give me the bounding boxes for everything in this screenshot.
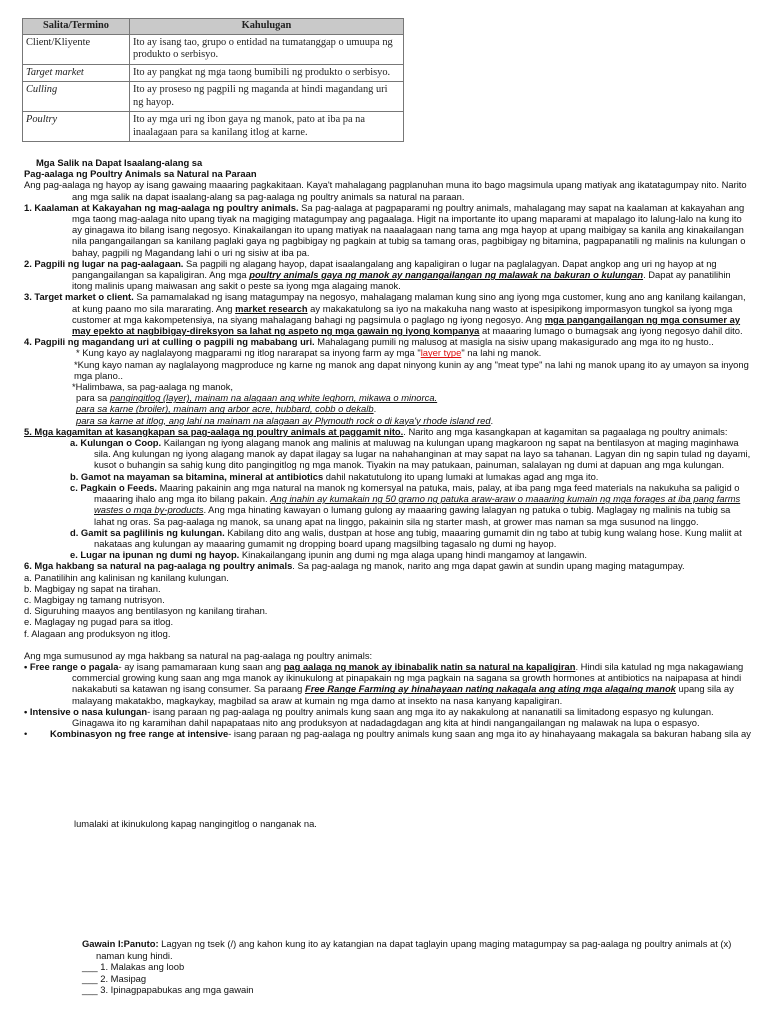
term-cell: Culling	[23, 82, 130, 112]
intensive-item: • Intensive o nasa kulungan- isang paraan ng pag-aalaga ng poultry animals kung saan ang mga ito ay nakakulong at nananatili sa limitadong espasyo ng kulungan. Ginagawa ito ng karamihan dahil napapataas nito ang produksyon at nadadagdagan ang kita at hindi nangangailangan ng malawak na lupa o espasyo.	[24, 705, 714, 728]
list-item: d. Siguruhing maayos ang bentilasyon ng kanilang tirahan.	[24, 605, 268, 617]
bullet-mark: •	[24, 728, 28, 740]
term-cell: Poultry	[23, 112, 130, 142]
activity-instructions: Gawain I:Panuto: Lagyan ng tsek (/) ang kahon kung ito ay katangian na dapat taglayin upang maging matagumpay sa pag-aalaga ng poultry animals at (x) naman kung hindi.	[82, 938, 732, 961]
table-row	[23, 82, 404, 112]
list-item: e. Maglagay ng pugad para sa itlog.	[24, 616, 174, 628]
list-item: b. Magbigay ng sapat na tirahan.	[24, 582, 161, 594]
glossary-table	[22, 18, 404, 142]
free-range-item: • Free range o pagala- ay isang pamamaraan kung saan ang pag aalaga ng manok ay ibinabalik natin sa natural na kapaligiran. Hindi sila katulad ng mga nakagawiang commercial growing kung saan ang mga manok ay ikinukulong at pinapakain ng mga pagkain na sagana sa growth hormones at antibiotics na naipapasa at hindi nakakabuti sa katawan ng isang consumer. Sa paraang Free Range Farming ay hinahayaan nating nakagala ang ating mga alagaing manok upang sila ay malayang makatakbo, magkaykay, magbilad sa araw at kumain ng mga damo at insekto na nasa kanyang kapaligiran.	[24, 660, 744, 706]
combination-item: • Kombinasyon ng free range at intensive- isang paraan ng pag-aalaga ng poultry animals kung saan ang mga ito ay hinahayaang makagala sa bakuran habang sila ay	[24, 728, 751, 740]
factor-1: 1. Kaalaman at Kakayahan ng mag-aalaga ng poultry animals. Sa pag-aalaga at pagpaparami ng poultry animals, mahalagang may sapat na kaalaman at kakayahan ang mga taong mag-aalaga nito upang tiyak na magiging matagumpay ang pagaalaga. Higit na importante ito upang maparami at mapalago ito lalung-lalo na kung ito ay ginagawa ito bilang isang negosyo. Kinakailangan ito upang matiyak na naaalagaan nang tama ang mga hayop at upang maibigay sa kanila ang kinakailangan nila pangangailangan sa kanilang paglaki gaya ng pagbibigay ng pagkain at tubig sa tamang oras, pagbibigay ng bitamina, pagpapanatili ng malinis na kulungan o bahay, pagpili ng Magandang lahi o uri ng sisiw at iba pa.	[24, 201, 746, 258]
list-item: f. Alagaan ang produksyon ng itlog.	[24, 627, 171, 639]
factor-5: 5. Mga kagamitan at kasangkapan sa pag-aalaga ng poultry animals at paggamit nito.. Narito ang mga kasangkapan at kagamitan sa pagaalaga ng poultry animals:	[24, 425, 728, 437]
table-row	[23, 112, 404, 142]
example-dual: para sa karne at itlog, ang lahi na mainam na alagaan ay Plymouth rock o di kaya'y rhode island red.	[76, 414, 494, 426]
layer-note: * Kung kayo ay naglalayong magparami ng itlog nararapat sa inyong farm ay mga "layer type" na lahi ng manok.	[76, 347, 542, 359]
definition-cell: Ito ay mga uri ng ibon gaya ng manok, pato at iba pa na inaalagaan para sa kanilang itlog at karne.	[130, 112, 404, 142]
definition-cell: Ito ay pangkat ng mga taong bumibili ng produkto o serbisyo.	[130, 64, 404, 82]
term-cell: Client/Kliyente	[23, 34, 130, 64]
activity-item: ___ 1. Malakas ang loob	[82, 961, 185, 973]
example-intro: *Halimbawa, sa pag-aalaga ng manok,	[72, 381, 234, 393]
tool-feeds: c. Pagkain o Feeds. Maaring pakainin ang mga natural na manok ng komersyal na patuka, mais, palay, at iba pang mga feed materials na nakukuha sa paligid o maaaring ihalo ang mga ito bilang pakain. Ang inahin ay kumakain ng 50 gramo ng patuka araw-araw o maaaring kumain ng mga forages at iba pang farms wastes o mga by-products. Ang mga hinating kawayan o lumang gulong ay maaaring gawing lalagyan ng patuka o tubig. Maglagay ng malinis na tubig sa lahat ng oras. Sa pag-aalaga ng manok, sa unang apat na linggo, pakainin sila ng starter mash, at grower mas naman sa mga susunod na linggo.	[70, 481, 741, 527]
factor-3: 3. Target market o client. Sa pamamalakad ng isang matagumpay na negosyo, mahalagang malaman kung sino ang iyong mga customer, kung ano ang kanilang kailangan, at kung paano mo sila mararating. Ang market research ay makakatulong sa iyo na makakuha nang wasto at ispesipikong impormasyon tungkol sa iyong mga customer at mga kakompetensiya, na siyang mahalagang bahagi ng pagsimula o paglago ng iyong negosyo. Ang mga pangangailangan ng mga consumer ay may epekto at nagbibigay-direksyon sa lahat ng aspeto ng mga gawain ng iyong kompanya at maaaring lumago o bumagsak ang iyong negosyo dahil dito.	[24, 291, 746, 337]
term-cell: Target market	[23, 64, 130, 82]
factor-2: 2. Pagpili ng lugar na pag-aalagaan. Sa pagpili ng alagang hayop, dapat isaalangalang ang kapaligiran o lugar na paglalagyan. Dapat angkop ang uri ng hayop at ng pangangailangan sa kapaligiran. Ang mga poultry animals gaya ng manok ay nangangailangan ng malawak na bakuran o kulungan. Dapat ay panatilihin itong malinis upang maiwasan ang sakit o peste sa iyong mga alagaing manok.	[24, 257, 731, 292]
definition-cell: Ito ay proseso ng pagpili ng maganda at hindi magandang uri ng hayop.	[130, 82, 404, 112]
activity-item: ___ 3. Ipinagpapabukas ang mga gawain	[82, 984, 254, 996]
intro-paragraph: Ang pag-aalaga ng hayop ay isang gawaing maaaring pagkakitaan. Kaya't mahalagang pagplanuhan muna ito bago magsimula upang matiyak ang ikatatagumpay nito. Narito ang mga salik na dapat isaalang-alang sa pag-aalaga ng poultry animals sa natural na paraan.	[24, 179, 747, 202]
document-body	[24, 157, 752, 739]
table-header-term: Salita/Termino	[23, 19, 130, 35]
section-subheading: Pag-aalaga ng Poultry Animals sa Natural na Paraan	[24, 168, 257, 180]
tool-medicine: b. Gamot na mayaman sa bitamina, mineral at antibiotics dahil nakatutulong ito upang lumaki at lumakas agad ang mga ito.	[70, 470, 599, 482]
list-item: c. Magbigay ng tamang nutrisyon.	[24, 593, 165, 605]
example-broiler: para sa karne (broiler), mainam ang arbor acre, hubbard, cobb o dekalb.	[76, 403, 377, 415]
activity-section	[82, 938, 742, 996]
tool-coop: a. Kulungan o Coop. Kailangan ng iyong alagang manok ang malinis at maluwag na kulungan upang magkaroon ng sapat na bentilasyon at maging maginhawa sila. Ang kulungan ng iyong alagang manok ay dapat ilagay sa lugar na nahahanginan at may sapat na layo sa tahanan. Lagyan din ng sapin tulad ng dayami, kusot o buhangin sa sahig kung dito pangingitlog ng mga manok. Tiyakin na may patukaan, painuman, salalayan ng dumi at dapuan ang mga kulungan.	[70, 437, 751, 471]
systems-intro: Ang mga sumusunod ay mga hakbang sa natural na pag-aalaga ng poultry animals:	[24, 649, 373, 661]
tool-manure: e. Lugar na ipunan ng dumi ng hayop. Kinakailangang ipunin ang dumi ng mga alaga upang hindi mangamoy at langawin.	[70, 549, 587, 561]
list-item: a. Panatilihin ang kalinisan ng kanilang kulungan.	[24, 571, 229, 583]
table-row	[23, 64, 404, 82]
combination-continuation: lumalaki at ikinukulong kapag nangingitlog o nanganak na.	[74, 818, 317, 829]
example-layer: para sa pangingitlog (layer), mainam na alagaan ang white leghorn, mikawa o minorca.	[76, 392, 438, 404]
factor-4: 4. Pagpili ng magandang uri at culling o pagpili ng mababang uri. Mahalagang pumili ng malusog at masigla na sisiw upang makasigurado ang mga ito ng husto..	[24, 336, 714, 348]
definition-cell: Ito ay isang tao, grupo o entidad na tumatanggap o umuupa ng produkto o serbisyo.	[130, 34, 404, 64]
table-header-definition: Kahulugan	[130, 19, 404, 35]
activity-item: ___ 2. Masipag	[82, 972, 147, 984]
section-heading: Mga Salik na Dapat Isaalang-alang sa	[36, 157, 203, 168]
meat-note: *Kung kayo naman ay naglalayong magproduce ng karne ng manok ang dapat ninyong kunin ay ang "meat type" na lahi ng manok upang ito ay umayon sa inyong mga plano..	[74, 358, 749, 381]
tool-cleaning: d. Gamit sa paglilinis ng kulungan. Kabilang dito ang walis, dustpan at hose ang tubig, maaaring gumamit din ng tabo at tubig kung walang hose. Kung maliit at nakataas ang kulungan ay maaaring gumamit ng dropping board upang magsilbing tagasalo ng dumi ng hayop.	[70, 526, 742, 549]
table-row	[23, 34, 404, 64]
factor-6: 6. Mga hakbang sa natural na pag-aalaga ng poultry animals. Sa pag-aalaga ng manok, narito ang mga dapat gawin at sundin upang maging matagumpay.	[24, 560, 685, 572]
table-header-row	[23, 19, 404, 35]
